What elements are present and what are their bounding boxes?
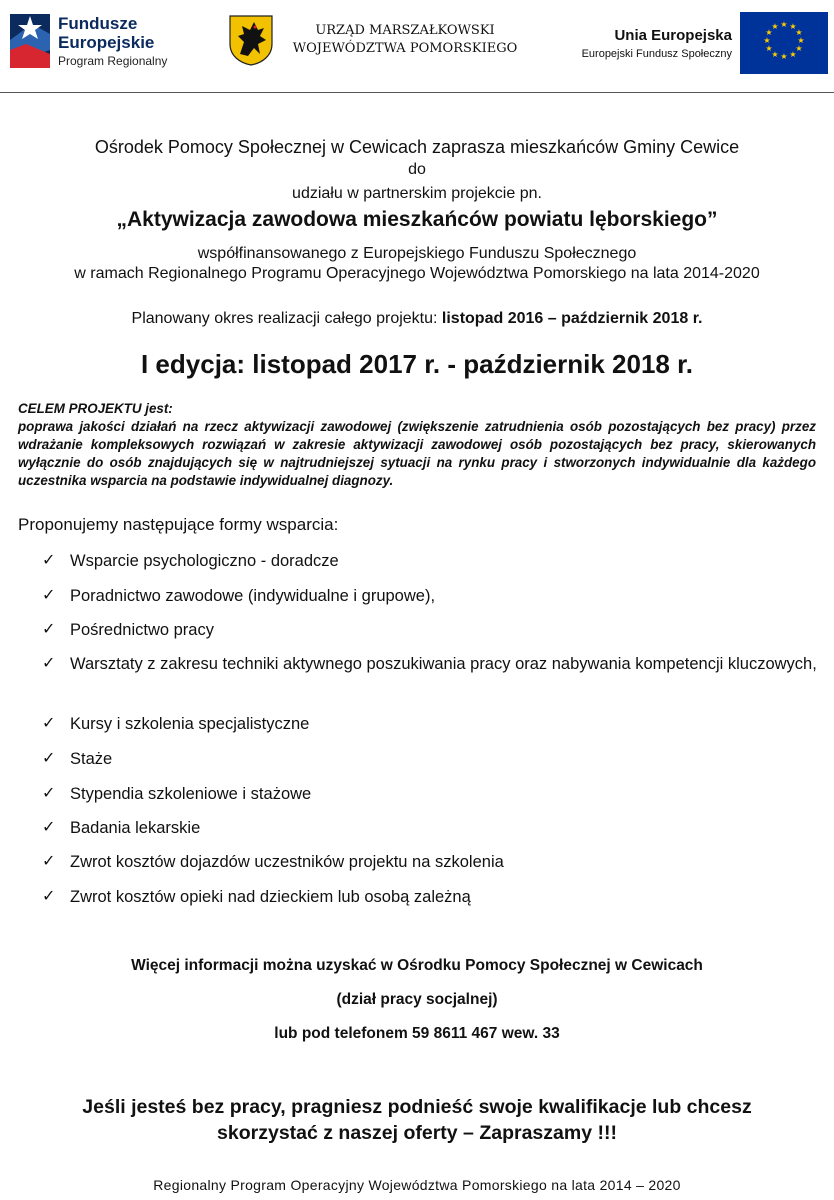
support-item — [42, 653, 830, 675]
period-label: Planowany okres realizacji całego projektu: — [131, 310, 442, 327]
checkmark-icon: ✓ — [42, 552, 56, 569]
checkmark-icon: ✓ — [42, 888, 56, 905]
support-item — [42, 748, 830, 770]
checkmark-icon: ✓ — [42, 853, 56, 870]
eu-flag-icon — [740, 12, 828, 74]
support-item-label: Wsparcie psychologiczno - doradcze — [70, 552, 339, 570]
support-item-label: Zwrot kosztów dojazdów uczestników projektu na szkolenia — [70, 853, 504, 871]
support-item — [42, 550, 830, 572]
support-item-label: Pośrednictwo pracy — [70, 621, 214, 639]
intro-line2: do — [408, 161, 426, 178]
support-item — [42, 783, 830, 805]
edition-heading: I edycja: listopad 2017 r. - październik 2018 r. — [140, 349, 694, 379]
cta-line2: skorzystać z naszej oferty – Zapraszamy !!! — [217, 1122, 617, 1144]
svg-text:★: ★ — [771, 22, 779, 31]
support-item — [42, 817, 830, 839]
support-item — [42, 851, 830, 873]
svg-text:★: ★ — [780, 20, 788, 29]
footer-program: Regionalny Program Operacyjny Województwa Pomorskiego na lata 2014 – 2020 — [153, 1177, 681, 1193]
checkmark-icon: ✓ — [42, 819, 56, 836]
um-logo-line2: WOJEWÓDZTWA POMORSKIEGO — [292, 41, 518, 56]
intro-line1: Ośrodek Pomocy Społecznej w Cewicach zaprasza mieszkańców Gminy Cewice — [94, 137, 740, 157]
fe-star-flag-icon — [6, 10, 54, 72]
project-title: „Aktywizacja zawodowa mieszkańców powiatu lęborskiego” — [116, 208, 718, 231]
checkmark-icon: ✓ — [42, 621, 56, 638]
unia-europejska-logo — [560, 12, 828, 78]
fe-logo-line1: Fundusze — [58, 14, 138, 33]
svg-text:★: ★ — [763, 36, 771, 45]
svg-text:★: ★ — [789, 22, 797, 31]
svg-text:★: ★ — [795, 44, 803, 53]
project-period — [0, 308, 834, 330]
cofinance-line2: w ramach Regionalnego Programu Operacyjnego Województwa Pomorskiego na lata 2014-2020 — [74, 265, 760, 282]
fe-logo-line2: Europejskie — [58, 33, 155, 52]
support-item — [42, 713, 830, 735]
support-item-label: Badania lekarskie — [70, 819, 201, 837]
support-item-label: Stypendia szkoleniowe i stażowe — [70, 785, 312, 803]
svg-text:★: ★ — [795, 28, 803, 37]
project-goal — [18, 400, 816, 490]
support-item — [42, 886, 830, 908]
fe-logo-line3: Program Regionalny — [58, 54, 168, 68]
um-logo-line1: URZĄD MARSZAŁKOWSKI — [315, 23, 495, 38]
goal-body: poprawa jakości działań na rzecz aktywizacji zawodowej (zwiększenie zatrudnienia osób pozostających bez pracy) przez wdrażanie kompleksowych rozwiązań w zakresie aktywizacji zawodowej osób pozostających bez pracy, skierowanych wyłącznie do osób znajdujących się w najtrudniejszej sytuacji na rynku pracy i stworzonych indywidualnie dla każdego uczestnika wsparcia na podstawie indywidualnej diagnozy. — [18, 419, 816, 488]
info-line1: Więcej informacji można uzyskać w Ośrodku Pomocy Społecznej w Cewicach — [131, 957, 703, 974]
support-item-label: Zwrot kosztów opieki nad dzieckiem lub osobą zależną — [70, 888, 471, 906]
info-line2: (dział pracy socjalnej) — [336, 991, 498, 1008]
support-item — [42, 585, 830, 607]
svg-text:★: ★ — [765, 44, 773, 53]
svg-text:★: ★ — [780, 52, 788, 61]
checkmark-icon: ✓ — [42, 715, 56, 732]
ue-logo-line1: Unia Europejska — [614, 27, 732, 44]
checkmark-icon: ✓ — [42, 587, 56, 604]
ue-logo-line2: Europejski Fundusz Społeczny — [581, 48, 732, 60]
intro-line3: udziału w partnerskim projekcie pn. — [292, 185, 542, 202]
fundusze-europejskie-logo — [6, 8, 196, 78]
svg-text:★: ★ — [765, 28, 773, 37]
urzad-marszalkowski-logo — [228, 14, 538, 74]
support-item-label: Staże — [70, 750, 113, 768]
pomorskie-griffin-coat-icon — [228, 14, 274, 66]
info-line3: lub pod telefonem 59 8611 467 wew. 33 — [274, 1025, 560, 1042]
svg-text:★: ★ — [797, 36, 805, 45]
support-item-label: Kursy i szkolenia specjalistyczne — [70, 715, 310, 733]
svg-text:★: ★ — [771, 50, 779, 59]
goal-heading: CELEM PROJEKTU jest: — [18, 401, 173, 416]
logo-header — [0, 0, 834, 93]
call-to-action — [0, 1094, 834, 1146]
checkmark-icon: ✓ — [42, 750, 56, 767]
period-value: listopad 2016 – październik 2018 r. — [441, 310, 703, 327]
cta-line1: Jeśli jesteś bez pracy, pragniesz podnieść swoje kwalifikacje lub chcesz — [82, 1096, 752, 1118]
support-item-label: Warsztaty z zakresu techniki aktywnego poszukiwania pracy oraz nabywania kompetencji kluczowych, — [70, 655, 817, 673]
cofinance-line1: współfinansowanego z Europejskiego Funduszu Społecznego — [197, 245, 637, 262]
support-item-label: Poradnictwo zawodowe (indywidualne i grupowe), — [70, 587, 436, 605]
support-item — [42, 619, 830, 641]
checkmark-icon: ✓ — [42, 785, 56, 802]
checkmark-icon: ✓ — [42, 655, 56, 672]
svg-text:★: ★ — [789, 50, 797, 59]
support-intro: Proponujemy następujące formy wsparcia: — [18, 515, 339, 534]
